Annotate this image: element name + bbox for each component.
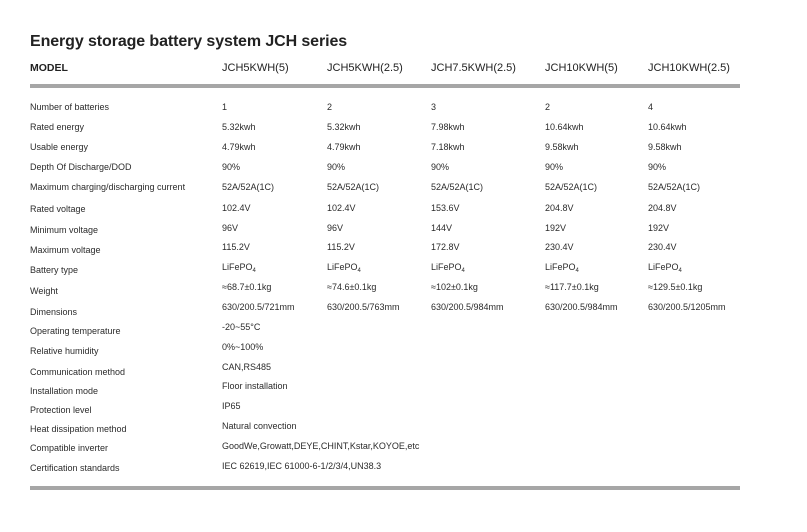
- spec-value: 230.4V: [648, 242, 677, 252]
- spec-value: 630/200.5/984mm: [431, 302, 504, 312]
- spec-value: 96V: [222, 223, 239, 233]
- spec-value: LiFePO$_4$: [545, 262, 579, 274]
- spec-value: 3: [431, 102, 437, 112]
- spec-value: 230.4V: [545, 242, 574, 252]
- spec-value: 10.64kwh: [648, 122, 687, 132]
- spec-value-shared: CAN,RS485: [222, 362, 272, 372]
- spec-value: 52A/52A(1C): [222, 182, 275, 192]
- spec-value: 5.32kwh: [222, 122, 256, 132]
- spec-value: ≈68.7±0.1kg: [222, 282, 272, 292]
- spec-label: Relative humidity: [30, 346, 99, 356]
- spec-value: LiFePO$_4$: [222, 262, 256, 274]
- spec-value: 144V: [431, 223, 453, 233]
- spec-label: Communication method: [30, 367, 126, 377]
- spec-label: Maximum voltage: [30, 245, 101, 255]
- model-header-4: JCH10KWH(5): [545, 62, 618, 74]
- spec-label: Compatible inverter: [30, 443, 109, 453]
- model-header-3: JCH7.5KWH(2.5): [431, 62, 516, 74]
- spec-value: 9.58kwh: [545, 142, 579, 152]
- spec-value: 7.98kwh: [431, 122, 465, 132]
- spec-label: Protection level: [30, 405, 92, 415]
- spec-value: 630/200.5/721mm: [222, 302, 295, 312]
- spec-value: 204.8V: [648, 203, 677, 213]
- spec-value-shared: IEC 62619,IEC 61000-6-1/2/3/4,UN38.3: [222, 461, 382, 471]
- spec-label: Certification standards: [30, 463, 120, 473]
- spec-value: 52A/52A(1C): [327, 182, 380, 192]
- spec-value: LiFePO$_4$: [431, 262, 465, 274]
- spec-value: 102.4V: [222, 203, 251, 213]
- spec-label: Rated voltage: [30, 204, 86, 214]
- spec-value: ≈74.6±0.1kg: [327, 282, 377, 292]
- spec-value: 1: [222, 102, 228, 112]
- spec-value-shared: Natural convection: [222, 421, 297, 431]
- spec-value: 2: [327, 102, 333, 112]
- spec-value: ≈129.5±0.1kg: [648, 282, 703, 292]
- spec-value: 4.79kwh: [327, 142, 361, 152]
- spec-label: Weight: [30, 286, 58, 296]
- spec-value: 90%: [222, 162, 241, 172]
- spec-value: 9.58kwh: [648, 142, 682, 152]
- spec-label: Operating temperature: [30, 326, 121, 336]
- spec-value: 630/200.5/1205mm: [648, 302, 726, 312]
- spec-value: LiFePO$_4$: [327, 262, 361, 274]
- spec-value: 90%: [431, 162, 450, 172]
- spec-value: 52A/52A(1C): [431, 182, 484, 192]
- spec-value: 192V: [545, 223, 567, 233]
- spec-value: 7.18kwh: [431, 142, 465, 152]
- page-title: Energy storage battery system JCH series: [30, 33, 348, 50]
- spec-value: 5.32kwh: [327, 122, 361, 132]
- model-column-header: MODEL: [30, 62, 68, 74]
- spec-value: ≈117.7±0.1kg: [545, 282, 599, 292]
- spec-value: 630/200.5/984mm: [545, 302, 618, 312]
- spec-value: 90%: [545, 162, 564, 172]
- spec-value: 4: [648, 102, 654, 112]
- model-header-1: JCH5KWH(5): [222, 62, 289, 74]
- spec-label: Installation mode: [30, 386, 99, 396]
- spec-value: 102.4V: [327, 203, 356, 213]
- spec-value: 115.2V: [222, 242, 250, 252]
- spec-value: 630/200.5/763mm: [327, 302, 400, 312]
- spec-label: Maximum charging/discharging current: [30, 182, 186, 192]
- spec-value: 52A/52A(1C): [648, 182, 701, 192]
- spec-value-shared: GoodWe,Growatt,DEYE,CHINT,Kstar,KOYOE,etc: [222, 441, 420, 451]
- spec-label: Number of batteries: [30, 102, 110, 112]
- spec-value: 115.2V: [327, 242, 355, 252]
- spec-value: 90%: [327, 162, 346, 172]
- spec-value-shared: IP65: [222, 401, 241, 411]
- model-header-2: JCH5KWH(2.5): [327, 62, 403, 74]
- spec-label: Minimum voltage: [30, 225, 99, 235]
- footer-divider: [30, 486, 740, 490]
- spec-value: 153.6V: [431, 203, 460, 213]
- spec-value: 204.8V: [545, 203, 574, 213]
- spec-value-shared: Floor installation: [222, 381, 288, 391]
- spec-label: Battery type: [30, 265, 79, 275]
- spec-label: Usable energy: [30, 142, 89, 152]
- spec-label: Rated energy: [30, 122, 85, 132]
- spec-value: ≈102±0.1kg: [431, 282, 478, 292]
- spec-value-shared: 0%~100%: [222, 342, 264, 352]
- spec-label: Heat dissipation method: [30, 424, 127, 434]
- model-header-5: JCH10KWH(2.5): [648, 62, 730, 74]
- spec-value: 90%: [648, 162, 667, 172]
- spec-value: 172.8V: [431, 242, 460, 252]
- spec-value-shared: -20~55°C: [222, 322, 261, 332]
- spec-value: 2: [545, 102, 551, 112]
- spec-value: LiFePO$_4$: [648, 262, 682, 274]
- spec-value: 52A/52A(1C): [545, 182, 598, 192]
- spec-label: Depth Of Discharge/DOD: [30, 162, 132, 172]
- spec-value: 4.79kwh: [222, 142, 256, 152]
- spec-value: 96V: [327, 223, 344, 233]
- spec-label: Dimensions: [30, 307, 78, 317]
- spec-value: 192V: [648, 223, 670, 233]
- spec-value: 10.64kwh: [545, 122, 584, 132]
- header-divider: [30, 84, 740, 88]
